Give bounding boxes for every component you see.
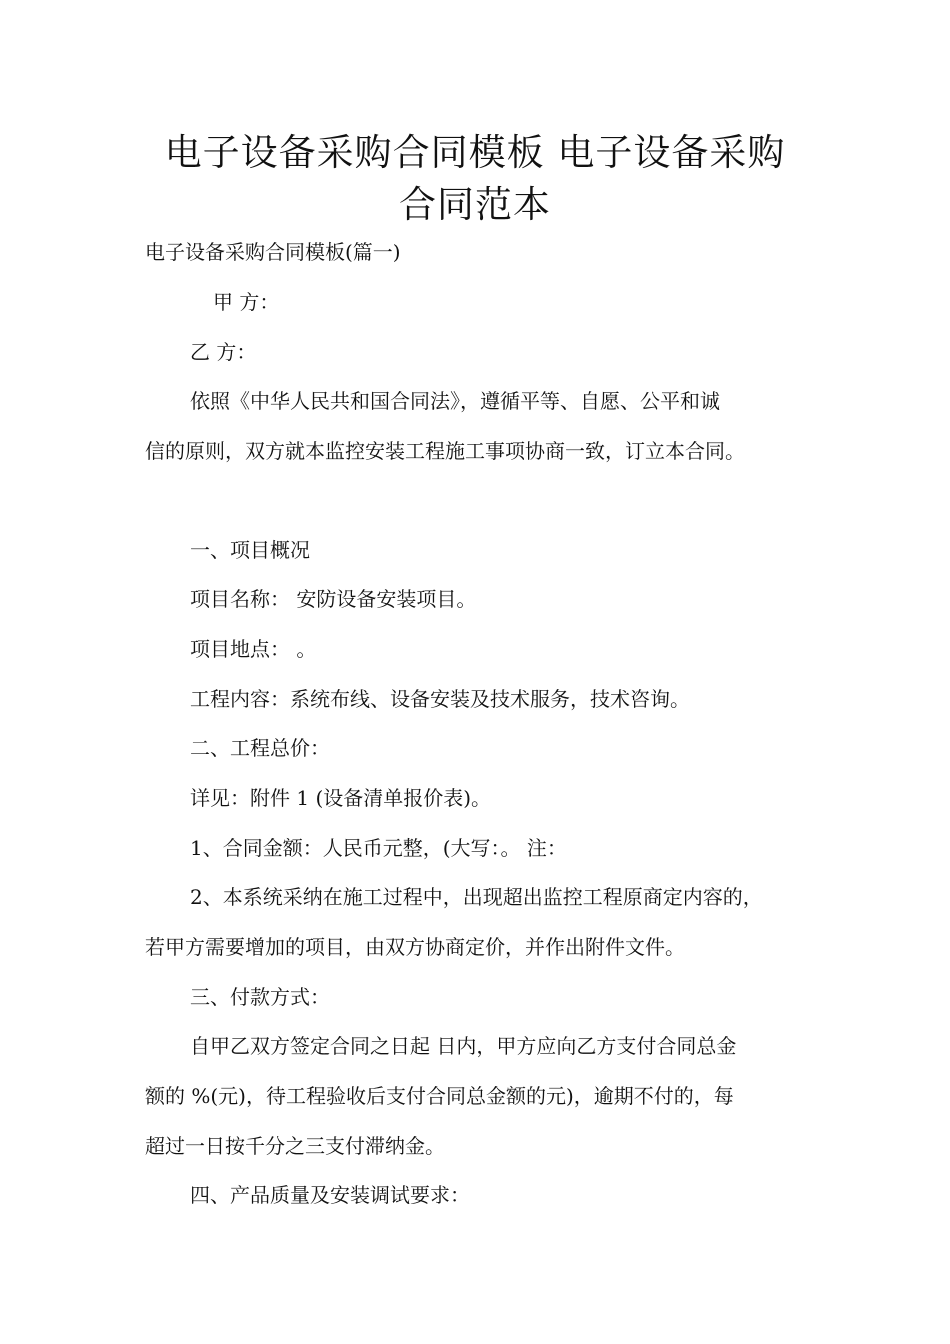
paragraph-line: 超过一日按千分之三支付滞纳金。 bbox=[145, 1134, 445, 1158]
paragraph-line: 2、本系统采纳在施工过程中，出现超出监控工程原商定内容的， bbox=[190, 885, 763, 909]
paragraph-line: 详见：附件 1 (设备清单报价表)。 bbox=[190, 786, 492, 810]
paragraph-line: 自甲乙双方签定合同之日起 日内，甲方应向乙方支付合同总金 bbox=[190, 1034, 737, 1058]
paragraph-line: 额的 %(元)，待工程验收后支付合同总金额的元)，逾期不付的，每 bbox=[145, 1084, 734, 1108]
paragraph-line: 依照《中华人民共和国合同法》，遵循平等、自愿、公平和诚 bbox=[190, 389, 720, 413]
section-heading: 二、工程总价： bbox=[190, 736, 330, 760]
party-b-label: 乙 方： bbox=[190, 340, 257, 364]
paragraph-line: 工程内容：系统布线、设备安装及技术服务，技术咨询。 bbox=[190, 687, 690, 711]
section-heading: 一、项目概况 bbox=[190, 538, 310, 562]
party-a-label: 甲 方： bbox=[213, 290, 280, 314]
section-heading-part-one: 电子设备采购合同模板(篇一) bbox=[145, 240, 401, 264]
paragraph-line: 信的原则，双方就本监控安装工程施工事项协商一致，订立本合同。 bbox=[145, 439, 745, 463]
paragraph-line: 若甲方需要增加的项目，由双方协商定价，并作出附件文件。 bbox=[145, 935, 685, 959]
document-title-line-1: 电子设备采购合同模板 电子设备采购 bbox=[164, 131, 786, 174]
paragraph-line: 项目名称： 安防设备安装项目。 bbox=[190, 587, 477, 611]
section-heading: 四、产品质量及安装调试要求： bbox=[190, 1183, 470, 1207]
document-title-line-2: 合同范本 bbox=[399, 183, 551, 226]
paragraph-line: 1、合同金额：人民币元整，(大写：。 注： bbox=[190, 836, 567, 860]
paragraph-line: 项目地点： 。 bbox=[190, 637, 317, 661]
section-heading: 三、付款方式： bbox=[190, 985, 330, 1009]
